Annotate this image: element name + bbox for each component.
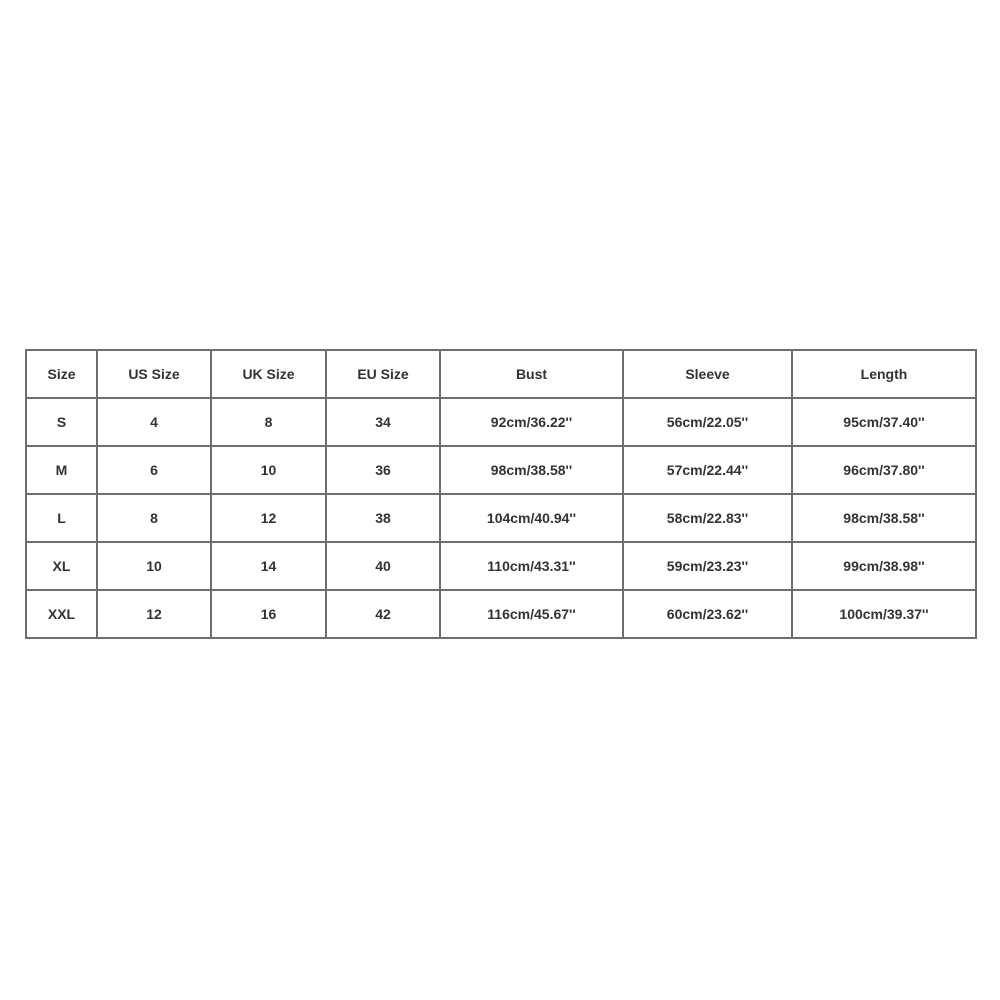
cell-uk-size: 12: [211, 494, 326, 542]
cell-sleeve: 57cm/22.44'': [623, 446, 792, 494]
cell-length: 95cm/37.40'': [792, 398, 976, 446]
cell-bust: 104cm/40.94'': [440, 494, 623, 542]
table-row: [26, 494, 976, 542]
cell-bust: 92cm/36.22'': [440, 398, 623, 446]
cell-size: XL: [26, 542, 97, 590]
cell-uk-size: 16: [211, 590, 326, 638]
cell-size: XXL: [26, 590, 97, 638]
header-eu-size: EU Size: [326, 350, 440, 398]
header-sleeve: Sleeve: [623, 350, 792, 398]
cell-length: 99cm/38.98'': [792, 542, 976, 590]
header-bust: Bust: [440, 350, 623, 398]
table-row: [26, 398, 976, 446]
header-uk-size: UK Size: [211, 350, 326, 398]
cell-us-size: 12: [97, 590, 211, 638]
cell-sleeve: 60cm/23.62'': [623, 590, 792, 638]
cell-size: S: [26, 398, 97, 446]
cell-eu-size: 40: [326, 542, 440, 590]
cell-bust: 98cm/38.58'': [440, 446, 623, 494]
cell-eu-size: 42: [326, 590, 440, 638]
cell-length: 100cm/39.37'': [792, 590, 976, 638]
cell-sleeve: 58cm/22.83'': [623, 494, 792, 542]
header-size: Size: [26, 350, 97, 398]
cell-us-size: 8: [97, 494, 211, 542]
cell-size: M: [26, 446, 97, 494]
cell-uk-size: 10: [211, 446, 326, 494]
header-row: [26, 350, 976, 398]
cell-eu-size: 38: [326, 494, 440, 542]
table-row: [26, 590, 976, 638]
cell-eu-size: 36: [326, 446, 440, 494]
cell-eu-size: 34: [326, 398, 440, 446]
cell-uk-size: 8: [211, 398, 326, 446]
cell-bust: 110cm/43.31'': [440, 542, 623, 590]
cell-length: 96cm/37.80'': [792, 446, 976, 494]
cell-us-size: 4: [97, 398, 211, 446]
cell-size: L: [26, 494, 97, 542]
cell-uk-size: 14: [211, 542, 326, 590]
cell-sleeve: 59cm/23.23'': [623, 542, 792, 590]
cell-us-size: 10: [97, 542, 211, 590]
cell-length: 98cm/38.58'': [792, 494, 976, 542]
header-us-size: US Size: [97, 350, 211, 398]
cell-us-size: 6: [97, 446, 211, 494]
cell-sleeve: 56cm/22.05'': [623, 398, 792, 446]
table-row: [26, 542, 976, 590]
size-chart-table: [25, 349, 977, 639]
header-length: Length: [792, 350, 976, 398]
cell-bust: 116cm/45.67'': [440, 590, 623, 638]
table-row: [26, 446, 976, 494]
